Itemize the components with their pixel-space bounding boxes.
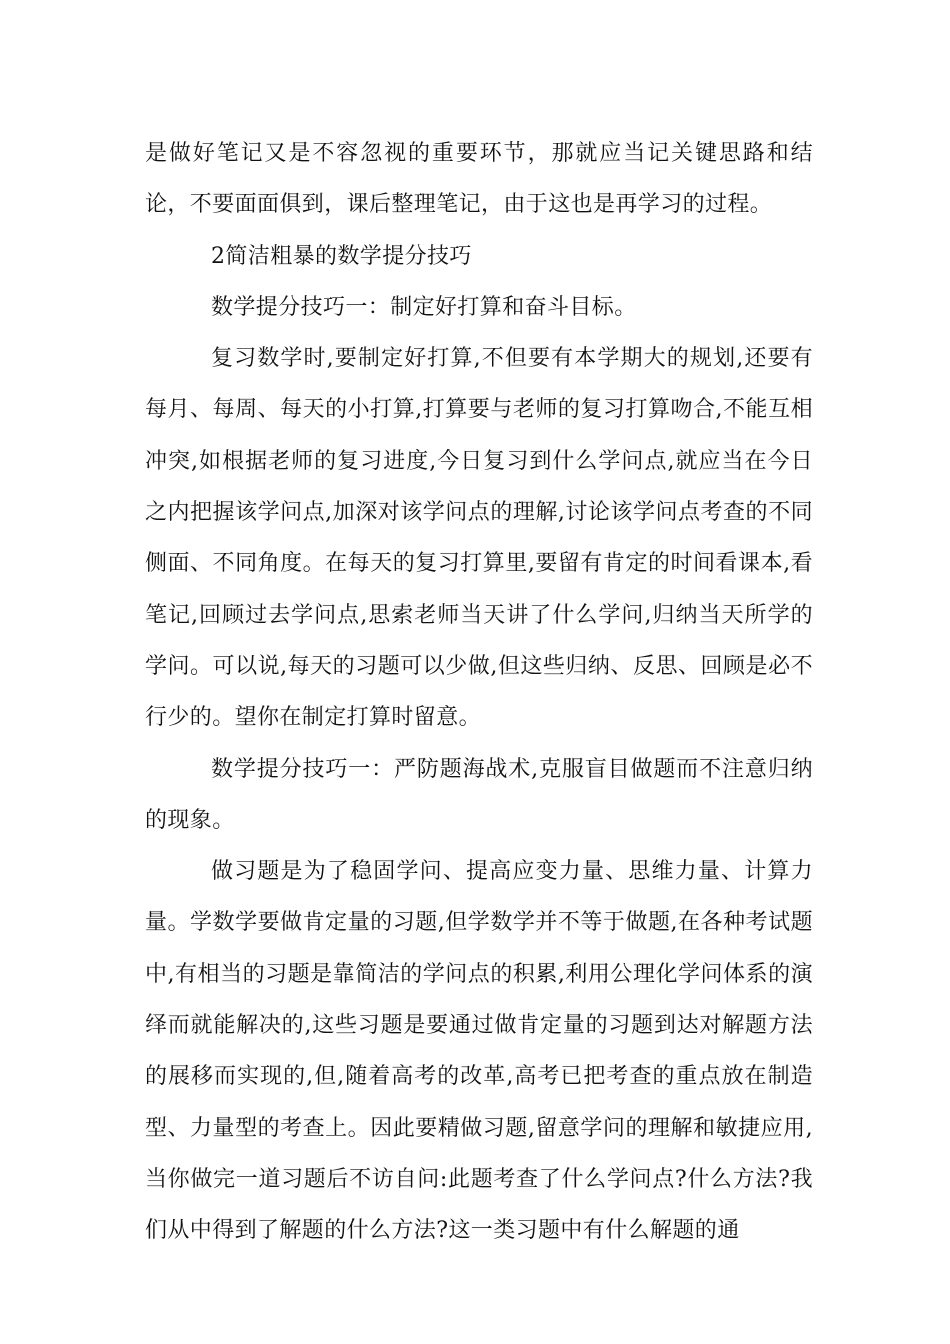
tip-heading-plan: 数学提分技巧一：制定好打算和奋斗目标。 [211,294,637,320]
document-body [145,128,813,1257]
paragraph-practice: 做习题是为了稳固学问、提高应变力量、思维力量、计算力量。学数学要做肯定量的习题,但学数学并不等于做题,在各种考试题中,有相当的习题是靠简洁的学问点的积累,利用公理化学问体系的演绎而就能解决的,这些习题是要通过做肯定量的习题到达对解题方法的展移而实现的,但,随着高考的改革,高考已把考查的重点放在制造型、力量型的考查上。因此要精做习题,留意学问的理解和敏捷应用,当你做完一道习题后不访自问:此题考查了什么学问点?什么方法?我们从中得到了解题的什么方法?这一类习题中有什么解题的通 [145,859,813,1244]
paragraph-note-taking: 是做好笔记又是不容忽视的重要环节，那就应当记关键思路和结论，不要面面俱到，课后整理笔记，由于这也是再学习的过程。 [145,141,813,218]
tip-heading-practice: 数学提分技巧一：严防题海战术,克服盲目做题而不注意归纳的现象。 [145,756,813,833]
paragraph-plan: 复习数学时,要制定好打算,不但要有本学期大的规划,还要有每月、每周、每天的小打算,打算要与老师的复习打算吻合,不能互相冲突,如根据老师的复习进度,今日复习到什么学问点,就应当在今日之内把握该学问点,加深对该学问点的理解,讨论该学问点考查的不同侧面、不同角度。在每天的复习打算里,要留有肯定的时间看课本,看笔记,回顾过去学问点,思索老师当天讲了什么学问,归纳当天所学的学问。可以说,每天的习题可以少做,但这些归纳、反思、回顾是必不行少的。望你在制定打算时留意。 [145,346,813,731]
section-heading: 2简洁粗暴的数学提分技巧 [211,243,472,269]
